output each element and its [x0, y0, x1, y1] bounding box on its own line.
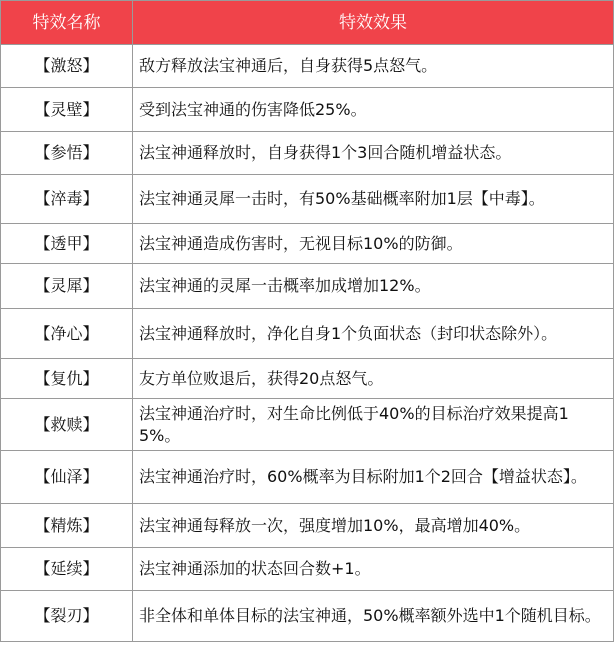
table-header-row — [1, 1, 614, 45]
effect-description-cell: 法宝神通释放时，净化自身1个负面状态（封印状态除外）。 — [133, 309, 614, 359]
table-row — [1, 88, 614, 132]
table-row — [1, 399, 614, 451]
table-row — [1, 132, 614, 175]
effect-description-cell: 法宝神通添加的状态回合数+1。 — [133, 548, 614, 591]
effect-description-cell: 非全体和单体目标的法宝神通，50%概率额外选中1个随机目标。 — [133, 591, 614, 642]
effect-description-cell: 敌方释放法宝神通后，自身获得5点怒气。 — [133, 45, 614, 88]
effect-description-cell: 法宝神通释放时，自身获得1个3回合随机增益状态。 — [133, 132, 614, 175]
effect-name-cell: 【参悟】 — [1, 132, 133, 175]
effect-description-cell: 法宝神通治疗时，对生命比例低于40%的目标治疗效果提高15%。 — [133, 399, 614, 451]
effect-name-cell: 【激怒】 — [1, 45, 133, 88]
effect-name-cell: 【复仇】 — [1, 359, 133, 399]
header-effect-name: 特效名称 — [1, 1, 133, 45]
table-row — [1, 591, 614, 642]
table-row — [1, 359, 614, 399]
effect-name-cell: 【精炼】 — [1, 504, 133, 548]
effect-name-cell: 【裂刃】 — [1, 591, 133, 642]
effect-name-cell: 【灵壁】 — [1, 88, 133, 132]
effect-name-cell: 【灵犀】 — [1, 264, 133, 309]
effect-description-cell: 法宝神通造成伤害时，无视目标10%的防御。 — [133, 224, 614, 264]
effect-description-cell: 友方单位败退后，获得20点怒气。 — [133, 359, 614, 399]
effect-name-cell: 【仙泽】 — [1, 451, 133, 504]
effect-description-cell: 法宝神通治疗时，60%概率为目标附加1个2回合【增益状态】。 — [133, 451, 614, 504]
table-row — [1, 175, 614, 224]
table-row — [1, 451, 614, 504]
table-row — [1, 224, 614, 264]
header-effect-description: 特效效果 — [133, 1, 614, 45]
effect-name-cell: 【延续】 — [1, 548, 133, 591]
table-row — [1, 548, 614, 591]
effect-description-cell: 法宝神通灵犀一击时，有50%基础概率附加1层【中毒】。 — [133, 175, 614, 224]
effect-name-cell: 【净心】 — [1, 309, 133, 359]
table-row — [1, 264, 614, 309]
effect-name-cell: 【淬毒】 — [1, 175, 133, 224]
effect-description-cell: 法宝神通的灵犀一击概率加成增加12%。 — [133, 264, 614, 309]
effect-description-cell: 受到法宝神通的伤害降低25%。 — [133, 88, 614, 132]
table-row — [1, 309, 614, 359]
effect-name-cell: 【透甲】 — [1, 224, 133, 264]
table-row — [1, 504, 614, 548]
table-row — [1, 45, 614, 88]
effect-name-cell: 【救赎】 — [1, 399, 133, 451]
effect-description-cell: 法宝神通每释放一次，强度增加10%，最高增加40%。 — [133, 504, 614, 548]
